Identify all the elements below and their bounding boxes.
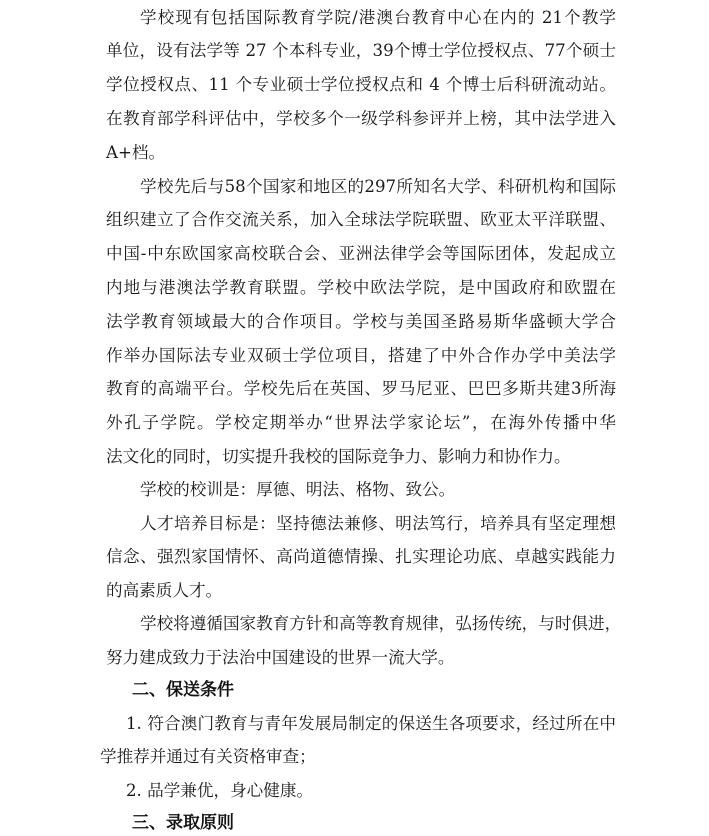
text-line: A+档。 bbox=[106, 143, 166, 162]
text-line: 内地与港澳法学教育联盟。学校中欧法学院，是中国政府和欧盟在 bbox=[106, 278, 616, 297]
list-item: 2. 品学兼优，身心健康。 bbox=[126, 781, 314, 800]
list-item: 1. 符合澳门教育与青年发展局制定的保送生各项要求，经过所在中 bbox=[126, 714, 616, 733]
text-line: 努力建成致力于法治中国建设的世界一流大学。 bbox=[106, 648, 455, 667]
text-line: 学校将遵循国家教育方针和高等教育规律，弘扬传统，与时俱进， bbox=[140, 614, 622, 633]
text-line: 的高素质人才。 bbox=[106, 581, 223, 600]
text-line: 组织建立了合作交流关系，加入全球法学院联盟、欧亚太平洋联盟、 bbox=[106, 210, 616, 229]
text-line: 作举办国际法专业双硕士学位项目，搭建了中外合作办学中美法学 bbox=[106, 346, 616, 365]
section-heading: 二、保送条件 bbox=[132, 680, 234, 700]
text-line: 在教育部学科评估中，学校多个一级学科参评并上榜，其中法学进入 bbox=[106, 109, 616, 128]
text-line: 单位，设有法学等 27 个本科专业，39个博士学位授权点、77个硕士 bbox=[106, 41, 616, 60]
text-line: 法文化的同时，切实提升我校的国际竞争力、影响力和协作力。 bbox=[106, 447, 571, 466]
section-heading: 三、录取原则 bbox=[132, 813, 234, 833]
text-line: 人才培养目标是：坚持德法兼修、明法笃行，培养具有坚定理想 bbox=[140, 514, 616, 533]
text-line: 法学教育领域最大的合作项目。学校与美国圣路易斯华盛顿大学合 bbox=[106, 312, 616, 331]
text-line: 教育的高端平台。学校先后在英国、罗马尼亚、巴巴多斯共建3所海 bbox=[106, 379, 616, 398]
text-line: 学校现有包括国际教育学院/港澳台教育中心在内的 21个教学 bbox=[140, 8, 616, 27]
text-line: 学校的校训是：厚德、明法、格物、致公。 bbox=[140, 480, 456, 499]
text-line: 学位授权点、11 个专业硕士学位授权点和 4 个博士后科研流动站。 bbox=[106, 75, 616, 94]
text-line: 外孔子学院。学校定期举办“世界法学家论坛”，在海外传播中华 bbox=[106, 413, 616, 432]
list-item-continuation: 学推荐并通过有关资格审查； bbox=[100, 747, 316, 766]
text-line: 信念、强烈家国情怀、高尚道德情操、扎实理论功底、卓越实践能力 bbox=[106, 547, 616, 566]
text-line: 学校先后与58个国家和地区的297所知名大学、科研机构和国际 bbox=[140, 177, 616, 196]
text-line: 中国-中东欧国家高校联合会、亚洲法律学会等国际团体，发起成立 bbox=[106, 244, 616, 263]
